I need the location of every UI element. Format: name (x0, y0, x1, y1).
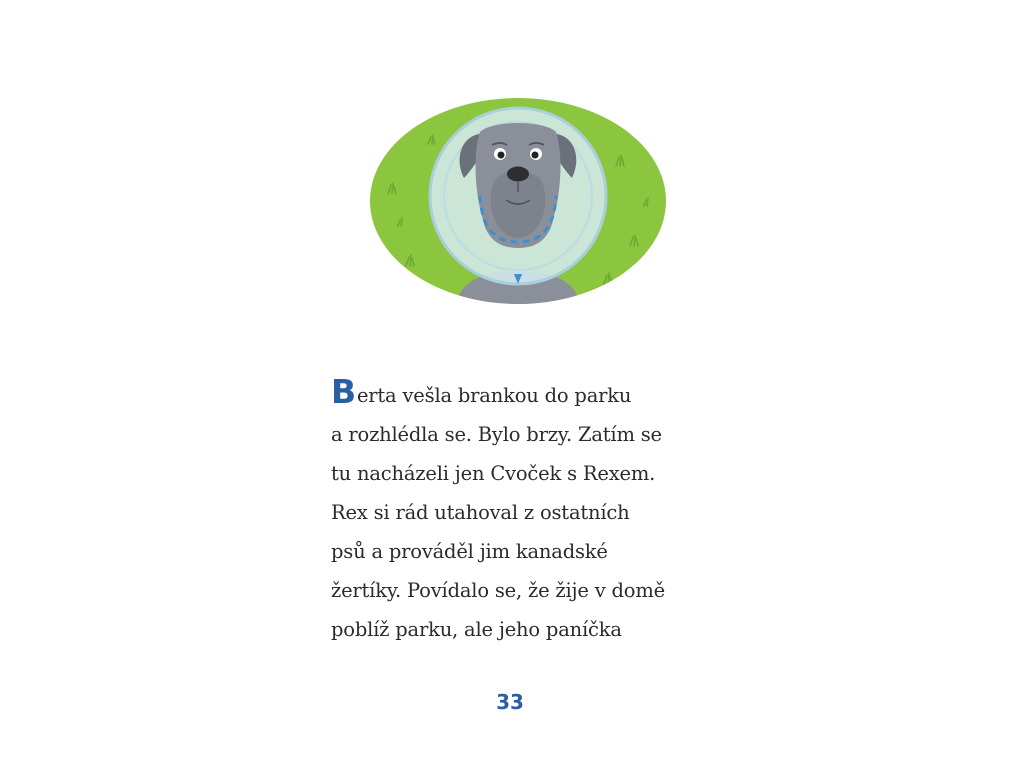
text-line: žertíky. Povídalo se, že žije v domě (331, 579, 665, 602)
text-line-content: erta vešla brankou do parku (356, 384, 632, 407)
dog-cone-picture (368, 96, 668, 306)
text-line: psů a prováděl jim kanadské (331, 540, 608, 563)
text-line: Rex si rád utahoval z ostatních (331, 501, 630, 524)
text-line (331, 372, 711, 411)
story-paragraph (331, 372, 711, 645)
page-number: 33 (496, 690, 524, 714)
text-line: a rozhlédla se. Bylo brzy. Zatím se (331, 423, 662, 446)
drop-cap: B (331, 372, 356, 411)
text-line: poblíž parku, ale jeho paníčka (331, 618, 622, 641)
text-line: tu nacházeli jen Cvoček s Rexem. (331, 462, 656, 485)
dog-illustration (368, 96, 668, 306)
